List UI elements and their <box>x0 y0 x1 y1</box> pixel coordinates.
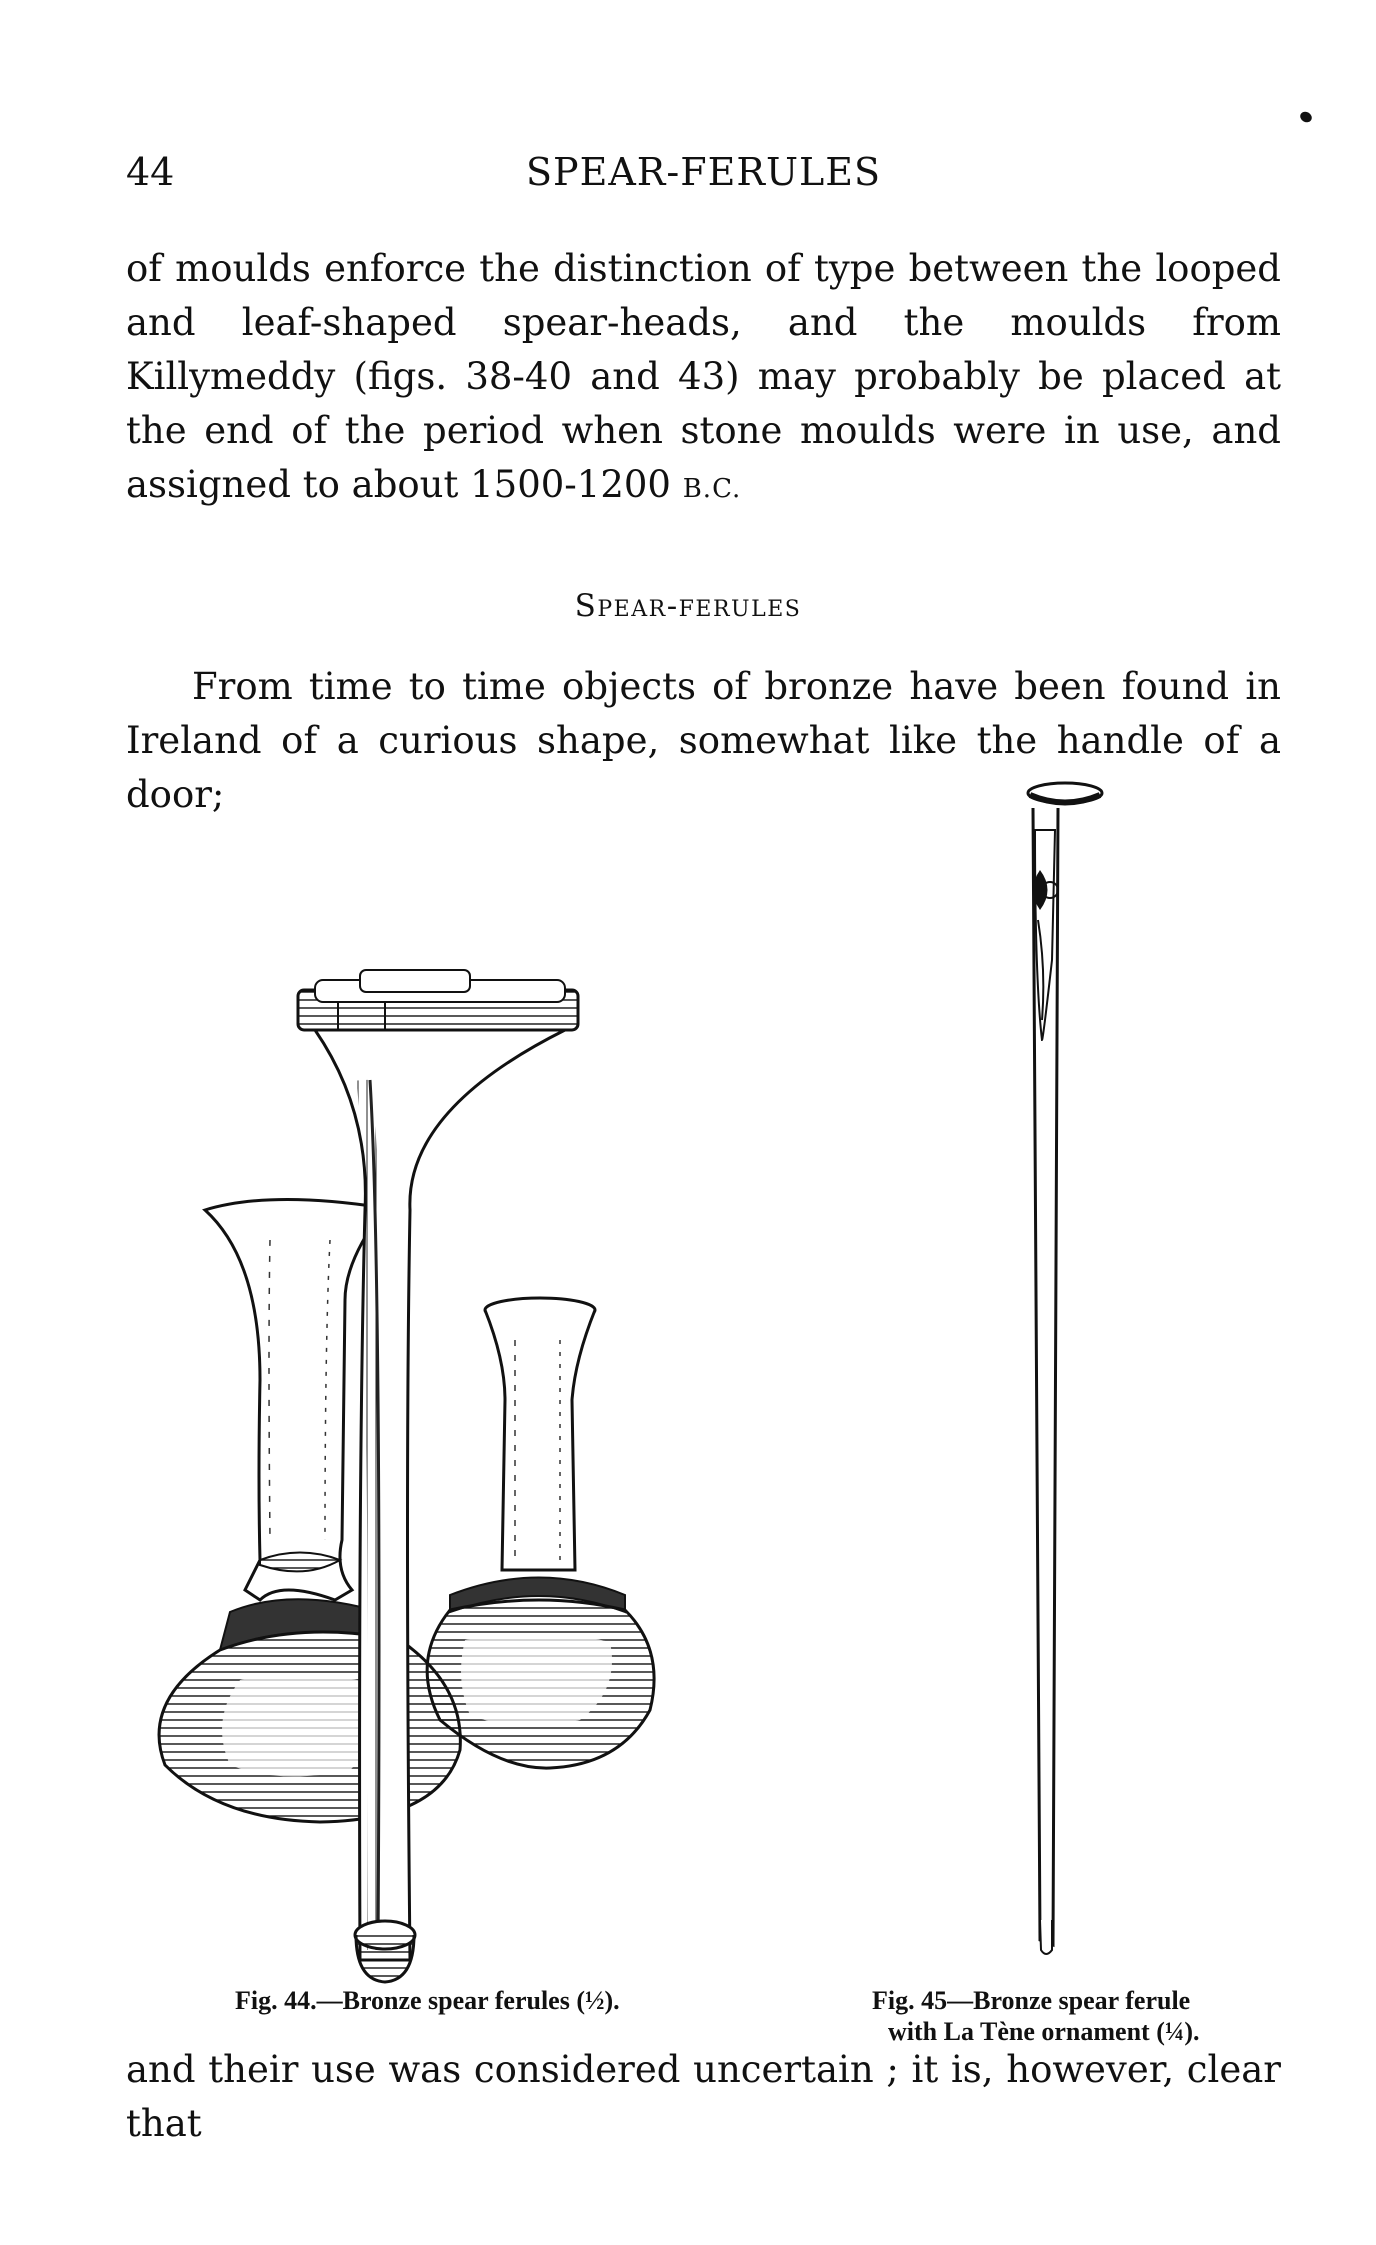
ferule-la-tene-drawing <box>1028 783 1102 1954</box>
fig45-caption-line1: Fig. 45—Bronze spear ferule <box>872 1986 1191 2015</box>
page-number: 44 <box>126 150 175 194</box>
ferule-right-drawing <box>427 1298 654 1768</box>
paragraph-2: From time to time objects of bronze have been found in Ireland of a curious shape, somewhat like the handle of a door; <box>126 665 1281 816</box>
running-title: SPEAR-FERULES <box>526 150 881 194</box>
paragraph-1 <box>126 242 1281 516</box>
paragraph-1-text: of moulds enforce the distinction of type between the looped and leaf-shaped spear-heads, and the moulds from Killymeddy (figs. 38-40 and 43) may probably be placed at the end of the period when stone moulds were in use, and assigned to about 1500-1200 <box>126 247 1281 506</box>
figure-illustration <box>120 780 1300 1990</box>
ink-mark <box>1298 110 1313 125</box>
paragraph-3: and their use was considered uncertain ; it is, however, clear that <box>126 2048 1281 2145</box>
fig45-caption-line2: with La Tène ornament (¼). <box>888 2017 1200 2046</box>
fig44-caption: Fig. 44.—Bronze spear ferules (½). <box>235 1986 620 2015</box>
running-head <box>126 150 1281 210</box>
era-abbreviation: B.C. <box>682 474 742 504</box>
ferule-left-drawing <box>159 1199 460 1822</box>
section-heading <box>0 588 1376 624</box>
section-heading-text: Spear-ferules <box>574 588 802 624</box>
